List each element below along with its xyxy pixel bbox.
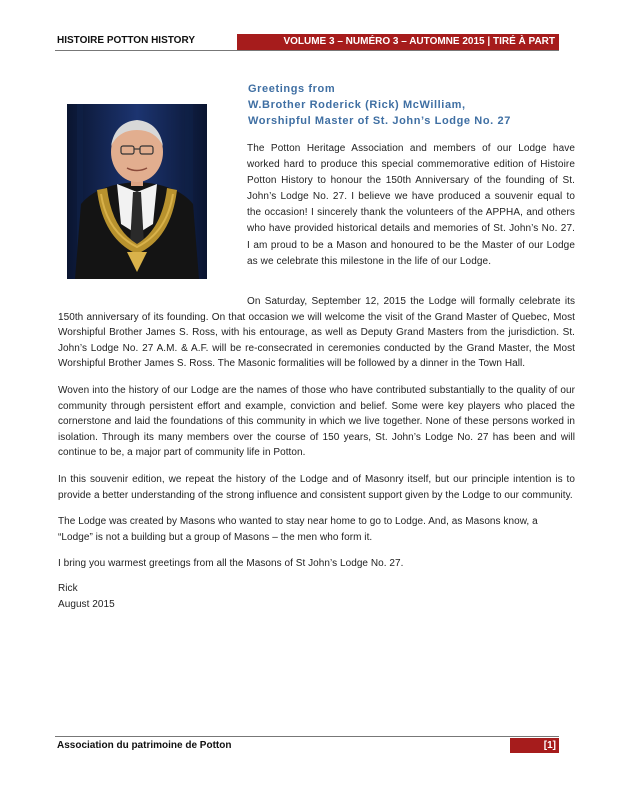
- footer-association: Association du patrimoine de Potton: [57, 740, 232, 751]
- portrait-photo: [67, 104, 207, 279]
- intro-paragraph: The Potton Heritage Association and members of our Lodge have worked hard to produce this special commemorative edition of Histoire Potton History to honour the 150th Anniversary of the founding of St. John’s Lodge No. 27. I believe we have produced a souvenir equal to the occasion! I sincerely thank the volunteers of the APPHA, and others who have provided historical details and memories of St. John’s No. 27. I am proud to be a Mason and honoured to be the Master of our Lodge as we celebrate this milestone in the life of our Lodge.: [247, 143, 575, 267]
- header-divider: [55, 50, 559, 51]
- paragraph-greetings: I bring you warmest greetings from all the Masons of St John’s Lodge No. 27.: [58, 558, 404, 570]
- page-number: [1]: [510, 738, 559, 753]
- paragraph-history: Woven into the history of our Lodge are the names of those who have contributed substantially to the quality of our community through persistent effort and example, conviction and belief. Some were key players who placed the cornerstone and laid the foundations of this community in which we live together. None of these persons worked in isolation. Through its many members over the course of 150 years, St. John’s Lodge No. 27 has been and will continue to be, a major part of community life in Potton.: [58, 384, 575, 459]
- footer-divider: [55, 736, 559, 737]
- signature-block: [58, 581, 575, 612]
- letter-body: [58, 294, 575, 612]
- greeting-line-3: Worshipful Master of St. John’s Lodge No. 27: [248, 115, 511, 127]
- signature-date: August 2015: [58, 598, 115, 610]
- greeting-heading: [248, 81, 568, 129]
- greeting-line-1: Greetings from: [248, 83, 336, 95]
- signature-name: Rick: [58, 582, 78, 594]
- portrait-illustration: [67, 104, 207, 279]
- paragraph-anniversary: On Saturday, September 12, 2015 the Lodge will formally celebrate its 150th anniversary of its founding. On that occasion we will welcome the visit of the Grand Master of Quebec, Most Worshipful Brother James S. Ross, with his entourage, as well as Deputy Grand Masters from the jurisdiction. St. John’s Lodge No. 27 A.M. & A.F. will be re-consecrated in ceremonies conducted by the Grand Master, the Most Worshipful Brother James S. Ross. The Masonic formalities will be followed by a dinner in the Town Hall.: [58, 296, 575, 370]
- header-issue-banner: VOLUME 3 – NUMÉRO 3 – AUTOMNE 2015 | TIRÉ À PART: [237, 34, 559, 50]
- greeting-line-2: W.Brother Roderick (Rick) McWilliam,: [248, 99, 466, 111]
- paragraph-lodge-origin: The Lodge was created by Masons who wanted to stay near home to go to Lodge. And, as Masons know, a “Lodge” is not a building but a group of Masons – the men who form it.: [58, 516, 538, 543]
- header-title: HISTOIRE POTTON HISTORY: [57, 35, 195, 46]
- paragraph-souvenir: In this souvenir edition, we repeat the history of the Lodge and of Masonry itself, but our principle intention is to provide a better understanding of the strong influence and consistent support given by the Lodge to our community.: [58, 473, 575, 501]
